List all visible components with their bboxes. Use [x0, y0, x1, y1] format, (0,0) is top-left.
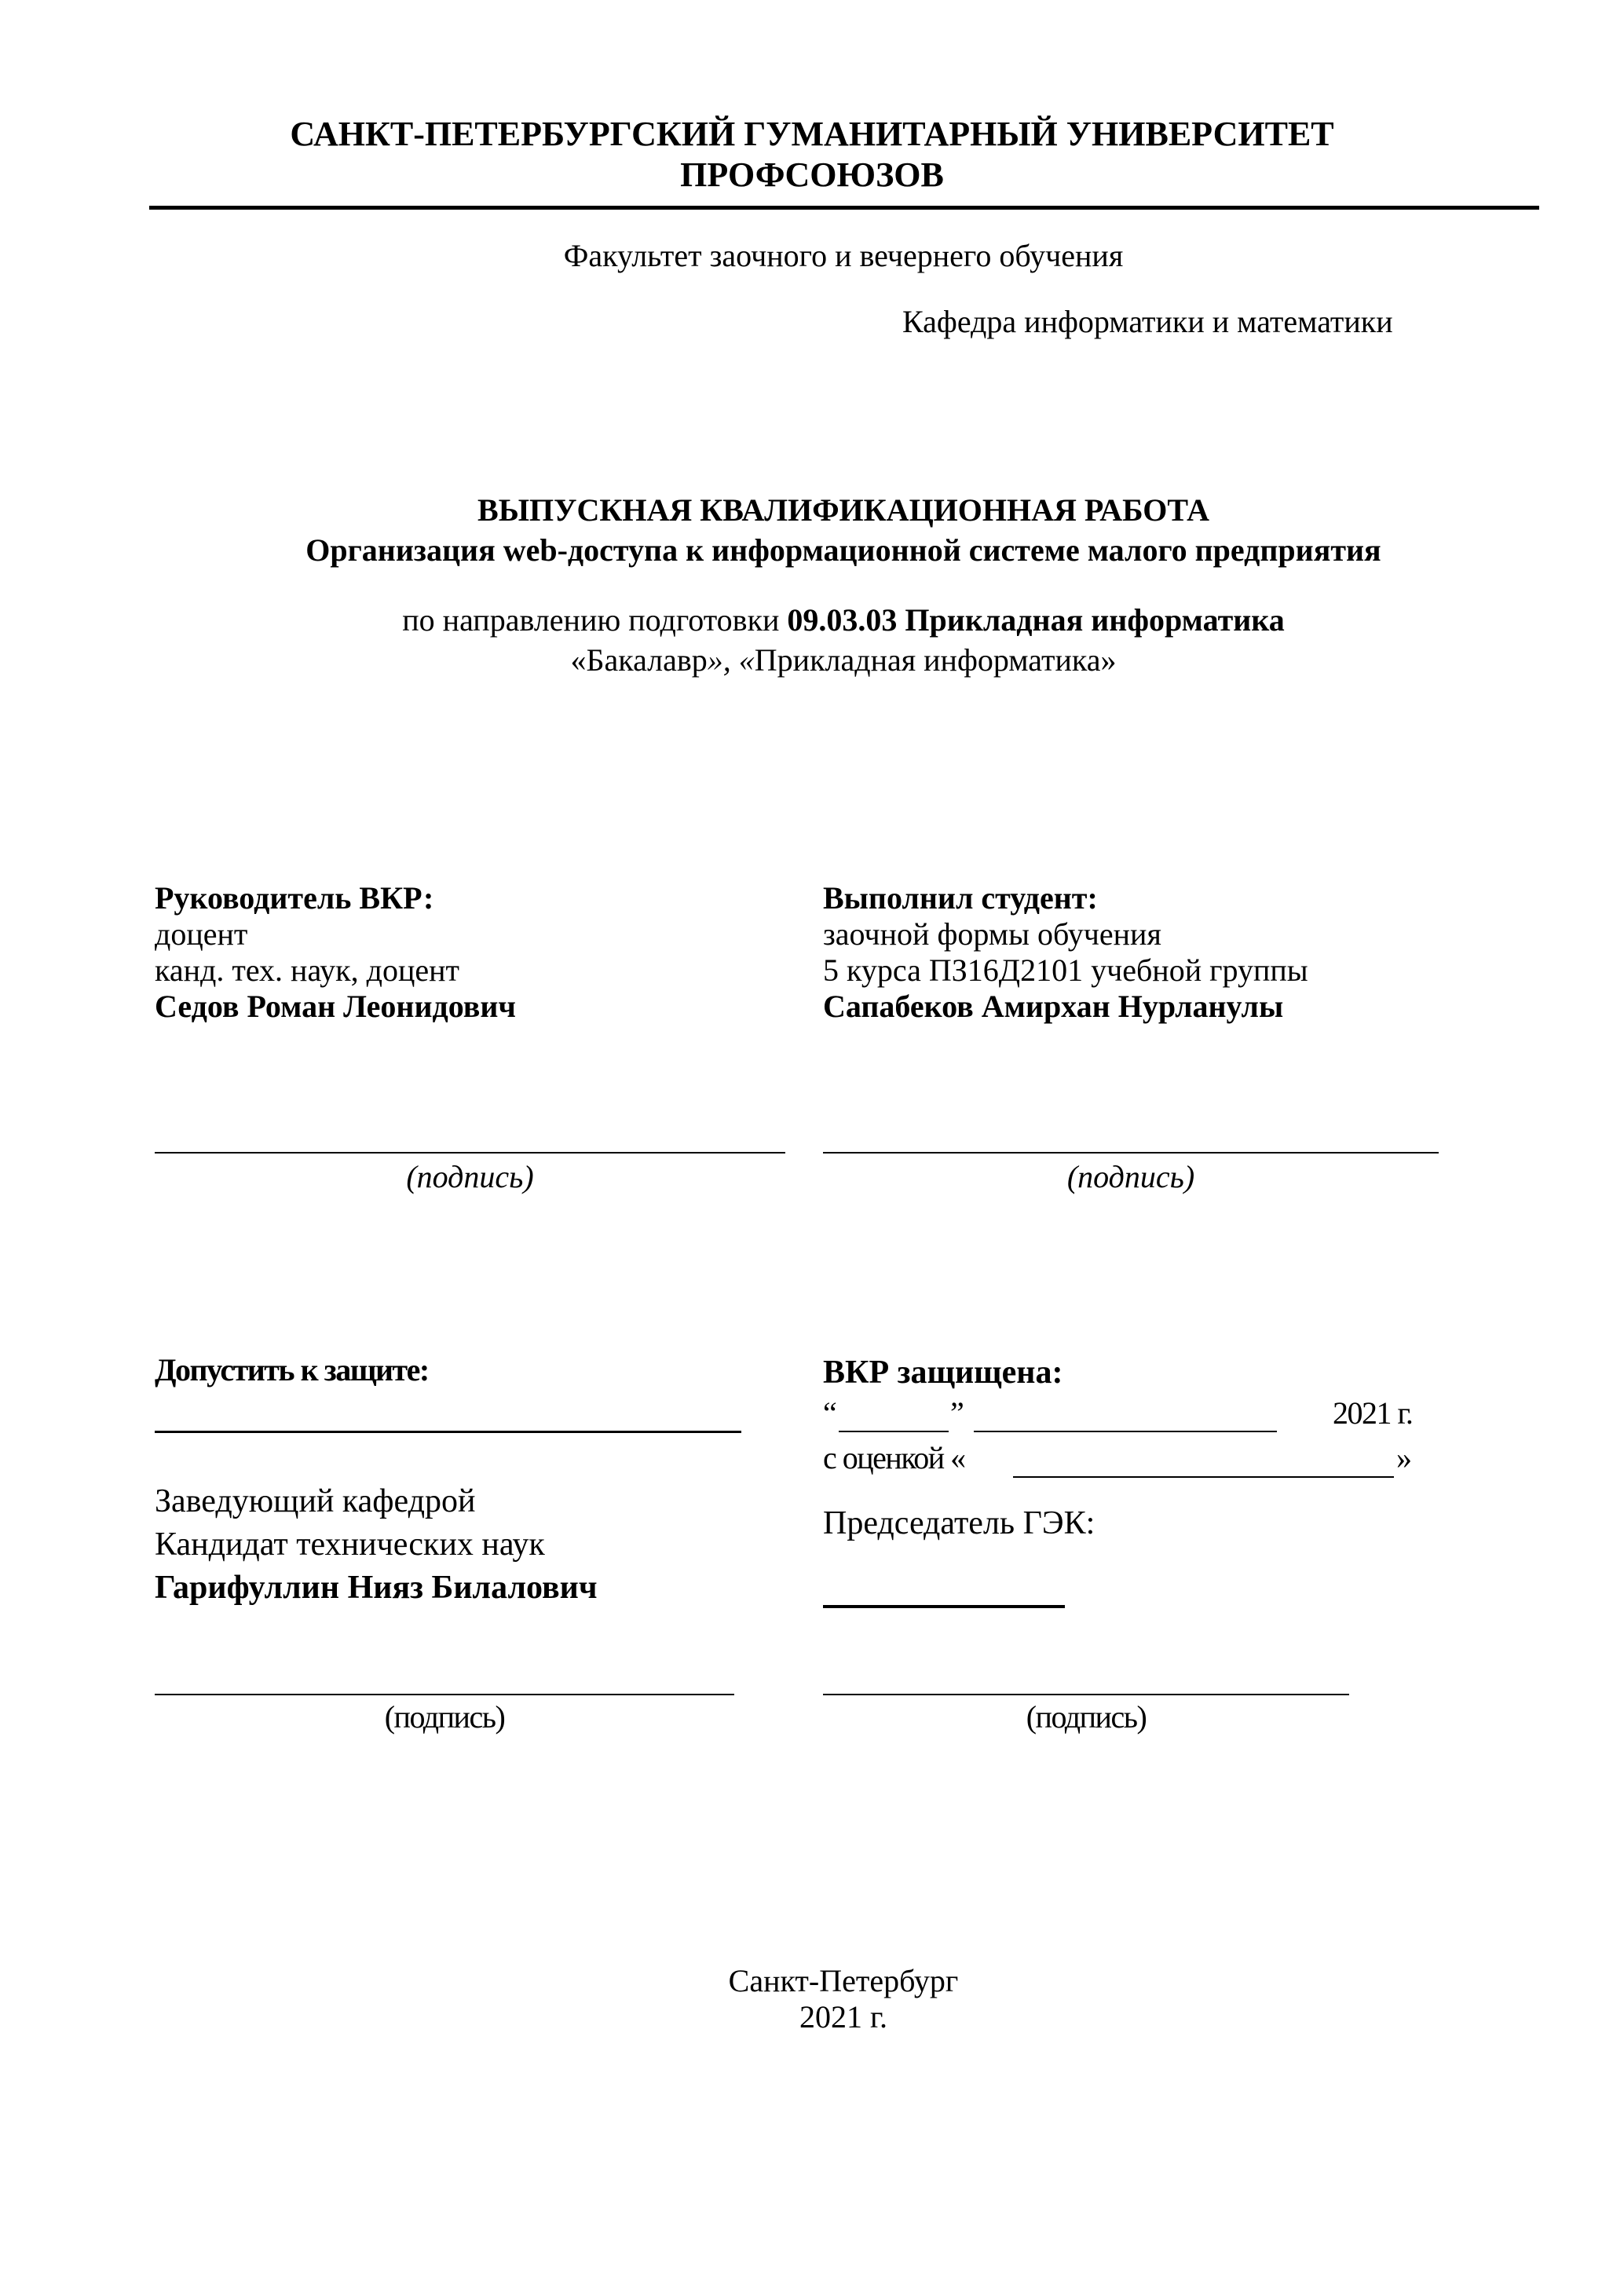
admission-signature-label: (подпись)	[384, 1699, 505, 1735]
student-study-form: заочной формы обучения	[823, 916, 1161, 952]
supervisor-signature-line	[155, 1152, 785, 1153]
student-signature-label: (подпись)	[1066, 1159, 1195, 1194]
defense-signature-line	[823, 1694, 1349, 1695]
faculty-name: Факультет заочного и вечернего обучения	[563, 238, 1124, 273]
profile-degree: «Бакалавр	[570, 642, 708, 678]
admission-name: Гарифуллин Нияз Билалович	[155, 1570, 598, 1606]
footer-year: 2021 г.	[799, 1999, 887, 2035]
thesis-direction	[0, 602, 1624, 638]
thesis-title: Организация web-доступа к информационной системе малого предприятия	[305, 532, 1381, 568]
university-name-line1: САНКТ-ПЕТЕРБУРГСКИЙ ГУМАНИТАРНЫЙ УНИВЕРСИТЕТ	[290, 115, 1334, 153]
defense-grade-suffix: »	[1396, 1440, 1412, 1475]
defense-chair-label: Председатель ГЭК:	[823, 1505, 1095, 1541]
defense-signature-label: (подпись)	[1026, 1699, 1147, 1735]
direction-code: 09.03.03 Прикладная информатика	[787, 602, 1285, 638]
supervisor-name: Седов Роман Леонидович	[155, 989, 516, 1024]
admission-heading: Допустить к защите:	[155, 1352, 429, 1387]
defense-year: 2021 г.	[1333, 1395, 1413, 1431]
defense-date-open-quote: “	[823, 1395, 836, 1431]
thesis-type: ВЫПУСКНАЯ КВАЛИФИКАЦИОННАЯ РАБОТА	[477, 492, 1209, 528]
header-divider	[149, 206, 1539, 210]
admission-degree: Кандидат технических наук	[155, 1526, 545, 1563]
supervisor-heading: Руководитель ВКР:	[155, 880, 434, 916]
thesis-profile	[0, 642, 1624, 678]
supervisor-degree: канд. тех. наук, доцент	[155, 952, 460, 988]
student-heading: Выполнил студент:	[823, 880, 1098, 916]
profile-name: Прикладная информатика»	[754, 642, 1117, 678]
defense-day-blank	[839, 1431, 949, 1432]
direction-prefix: по направлению подготовки	[402, 602, 788, 638]
admission-role: Заведующий кафедрой	[155, 1483, 476, 1519]
university-name	[0, 114, 1624, 196]
footer-city: Санкт-Петербург	[728, 1963, 959, 1998]
admission-line	[155, 1431, 741, 1433]
student-signature-line	[823, 1152, 1439, 1153]
profile-separator: », «	[707, 642, 755, 678]
defense-date-close-quote: ”	[950, 1395, 964, 1431]
student-name: Сапабеков Амирхан Нурланулы	[823, 989, 1284, 1024]
defense-month-blank	[974, 1431, 1277, 1432]
supervisor-block	[155, 880, 516, 1025]
student-course-group: 5 курса ПЗ16Д2101 учебной группы	[823, 952, 1308, 988]
department-name: Кафедра информатики и математики	[902, 304, 1393, 339]
defense-grade-prefix: с оценкой «	[823, 1440, 965, 1475]
student-block	[823, 880, 1308, 1025]
supervisor-position: доцент	[155, 916, 248, 952]
admission-signature-line	[155, 1694, 734, 1695]
footer	[0, 1963, 1624, 2035]
defense-heading: ВКР защищена:	[823, 1355, 1063, 1391]
supervisor-signature-label: (подпись)	[406, 1159, 534, 1194]
defense-chair-name-blank	[823, 1605, 1065, 1608]
defense-grade-blank	[1013, 1476, 1394, 1478]
university-name-line2: ПРОФСОЮЗОВ	[680, 155, 944, 194]
